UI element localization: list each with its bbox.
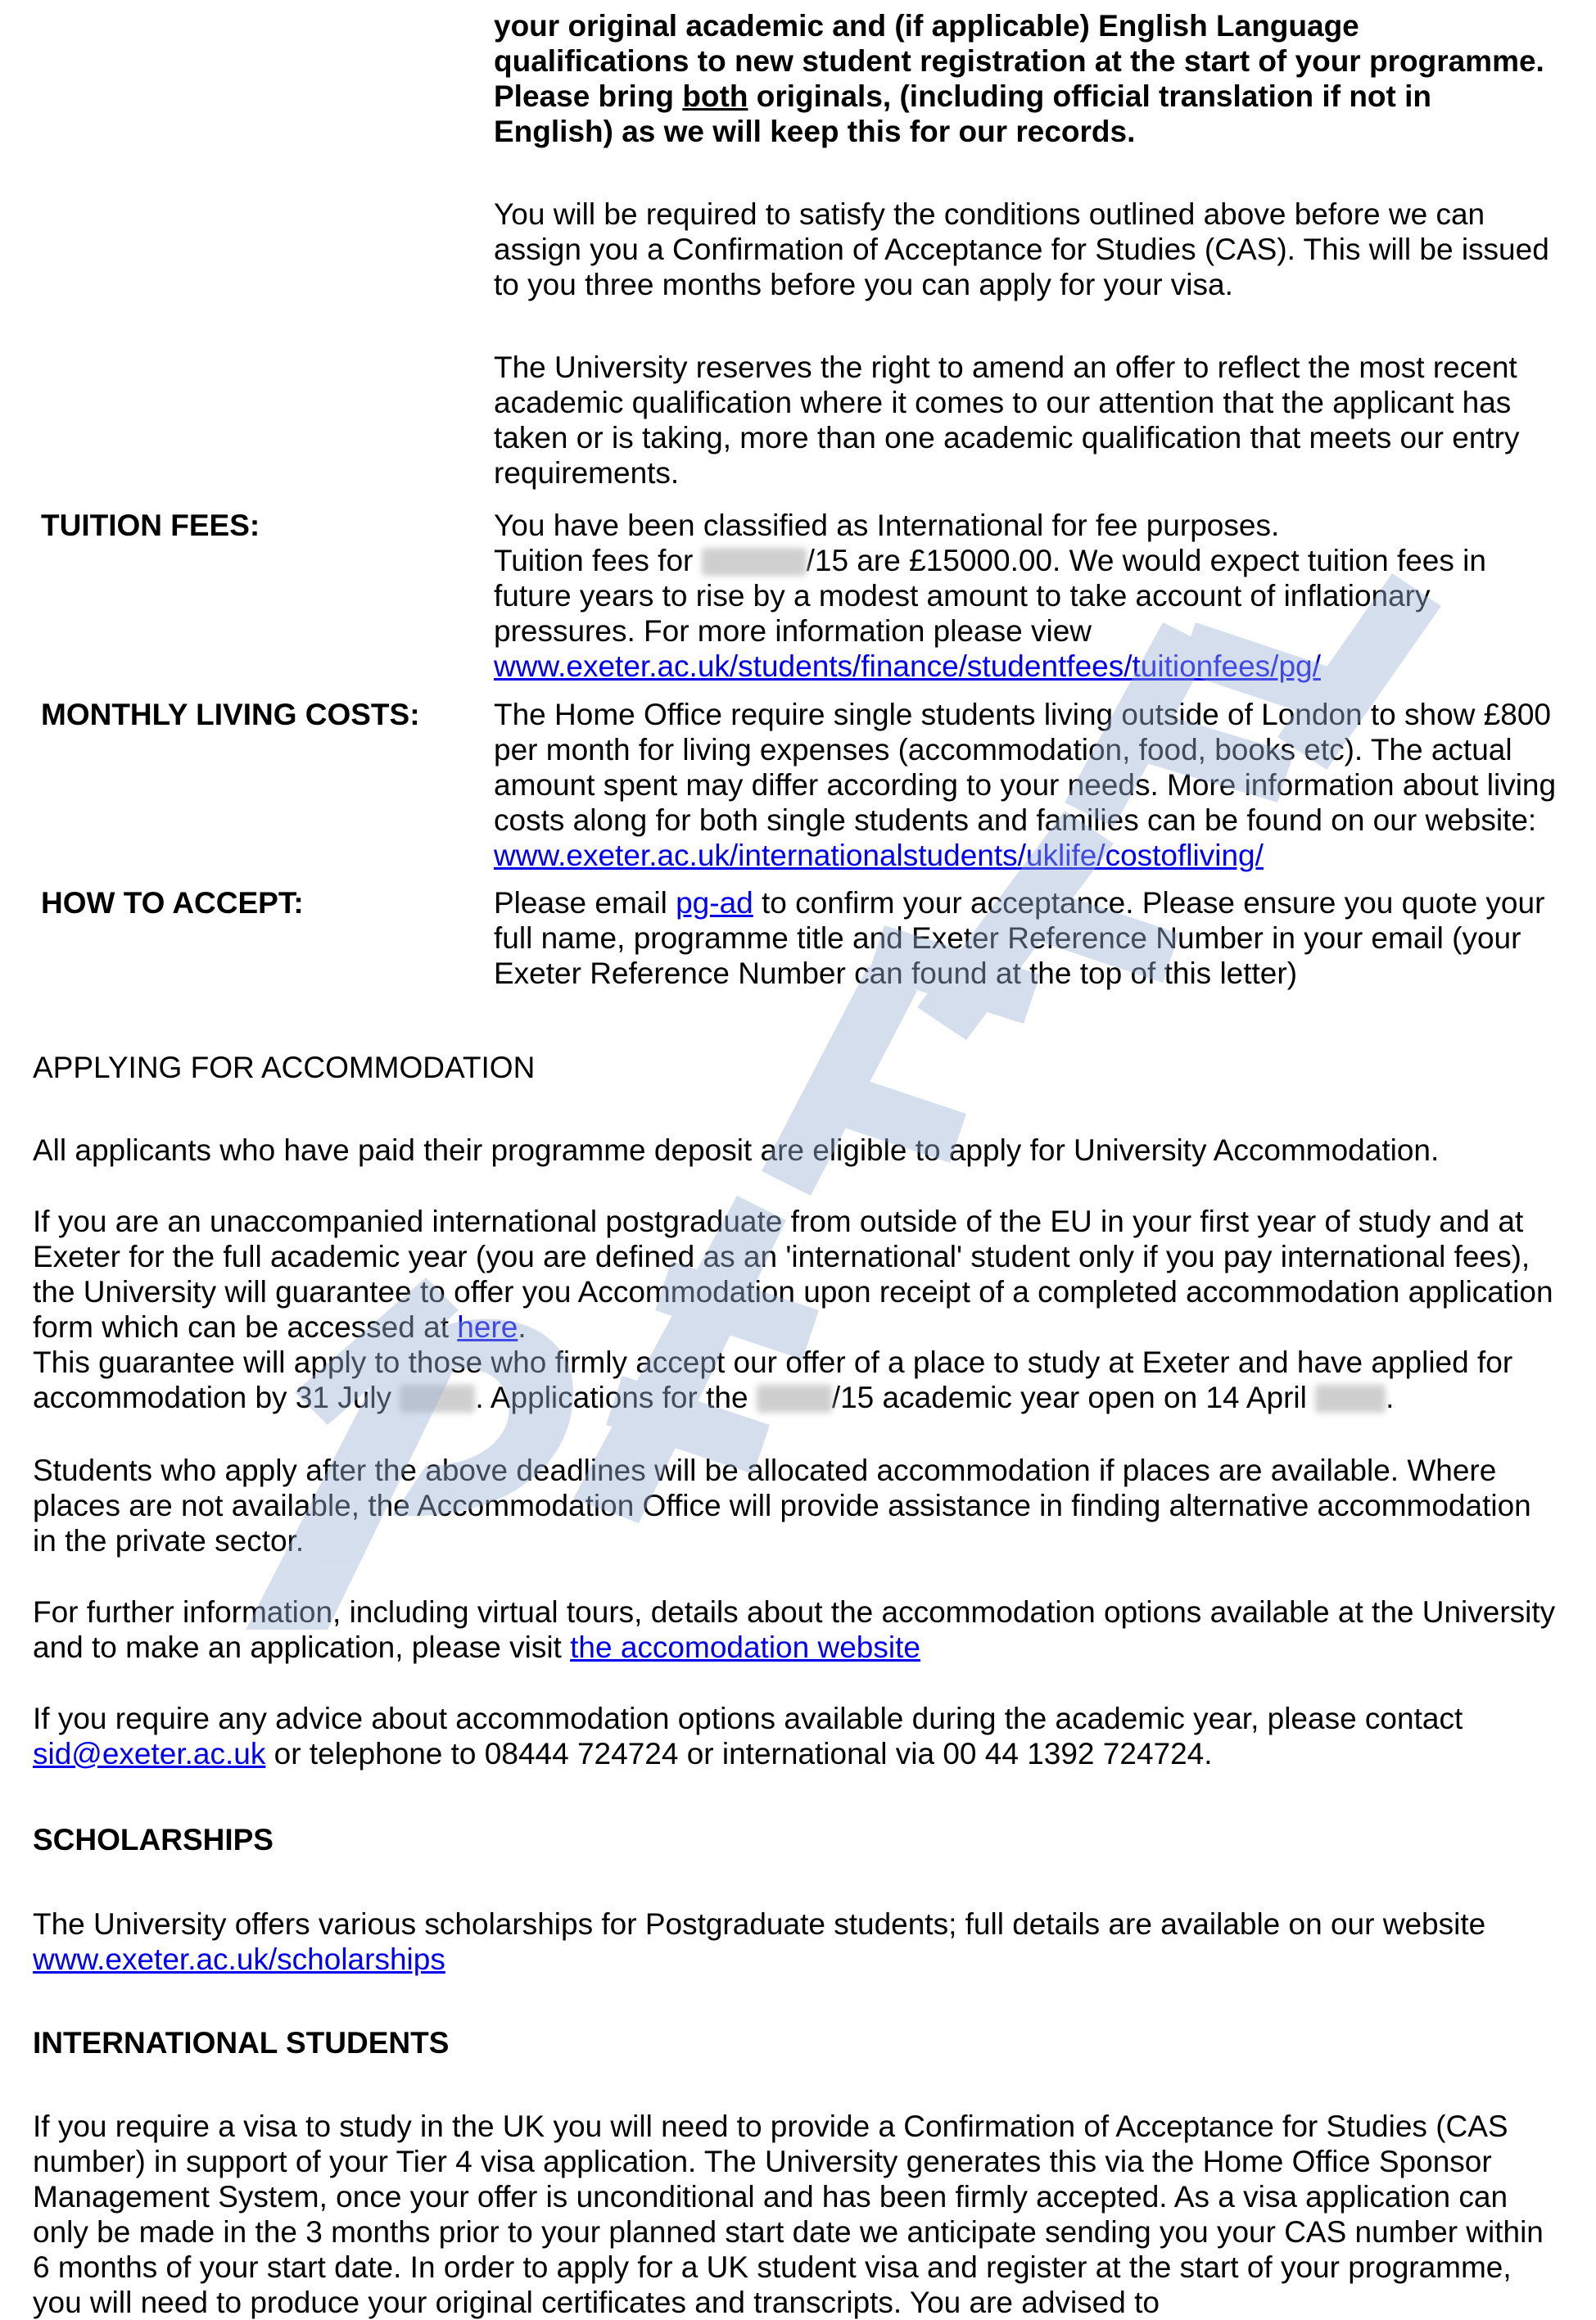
tuition-fees-link[interactable]: www.exeter.ac.uk/students/finance/studentfees/tuitionfees/pg/ (494, 649, 1321, 683)
conditions-text-2: originals, (including official translation if not in English) as we will keep this for our records. (494, 79, 1431, 148)
international-students-heading: INTERNATIONAL STUDENTS (33, 2026, 450, 2060)
guarantee-text: If you are an unaccompanied international postgraduate from outside of the EU in your first year of study and at Exeter for the full academic year (you are defined as an 'international' student only if you pay international fees), the University will guarantee to offer you Accommodation upon receipt of a completed accommodation application form which can be accessed at (33, 1205, 1553, 1344)
tuition-line-2-pre: Tuition fees for (494, 544, 702, 577)
late-applications-paragraph: Students who apply after the above deadlines will be allocated accommodation if places are available. Where places are not available, the Accommodation Office will provide assistance in finding alternative accommodation in the private sector. (33, 1454, 1531, 1558)
how-to-accept-value (494, 885, 1558, 991)
scholarships-paragraph (33, 1906, 1556, 1977)
cas-paragraph: You will be required to satisfy the conditions outlined above before we can assign you a Confirmation of Acceptance for Studies (CAS). This will be issued to you three months before you can apply for your visa. (494, 197, 1549, 301)
accommodation-guarantee-paragraph (33, 1204, 1556, 1415)
tuition-fees-value (494, 508, 1558, 684)
scholarships-link[interactable]: www.exeter.ac.uk/scholarships (33, 1942, 445, 1976)
sid-email-link[interactable]: sid@exeter.ac.uk (33, 1737, 266, 1771)
tuition-fees-label: TUITION FEES: (41, 509, 260, 542)
redacted-year (400, 1385, 475, 1413)
living-costs-value (494, 697, 1558, 873)
accommodation-website-link[interactable]: the accomodation website (570, 1630, 920, 1664)
scholarships-text: The University offers various scholarships for Postgraduate students; full details are available on our website (33, 1907, 1486, 1941)
further-info-text: For further information, including virtual tours, details about the accommodation options available at the University and to make an application, please visit (33, 1595, 1556, 1664)
deadline-text-b: . Applications for the (475, 1381, 757, 1414)
accommodation-form-link[interactable]: here (457, 1310, 518, 1344)
living-costs-label: MONTHLY LIVING COSTS: (41, 698, 420, 731)
deadline-text-a: This guarantee will apply to those who firmly accept our offer of a place to study at Exeter and have applied for accommodation by 31 July (33, 1345, 1513, 1414)
advice-text-pre: If you require any advice about accommodation options available during the academic year, please contact (33, 1702, 1463, 1735)
further-information-paragraph (33, 1594, 1556, 1665)
accommodation-eligibility-paragraph: All applicants who have paid their programme deposit are eligible to apply for University Accommodation. (33, 1133, 1440, 1167)
pg-ad-email-link[interactable]: pg-ad (676, 886, 753, 920)
deadline-text-c: /15 academic year open on 14 April (831, 1381, 1316, 1414)
conditions-block (494, 8, 1558, 491)
tuition-line-2-post: /15 are £15000.00. We would expect tuition fees in future years to rise by a modest amount to take account of inflationary pressures. For more information please view (494, 544, 1486, 648)
accommodation-heading: APPLYING FOR ACCOMMODATION (33, 1051, 536, 1084)
conditions-bold-paragraph (494, 8, 1558, 149)
advice-text-post: or telephone to 08444 724724 or international via 00 44 1392 724724. (265, 1737, 1213, 1771)
cost-of-living-link[interactable]: www.exeter.ac.uk/internationalstudents/uklife/costofliving/ (494, 839, 1264, 872)
redacted-year (702, 548, 807, 576)
conditions-text-1: your original academic and (if applicable) English Language qualifications to new student registration at the start of your programme. Please bring (494, 9, 1544, 113)
redacted-year (1315, 1385, 1386, 1413)
tuition-line-1: You have been classified as International for fee purposes. (494, 509, 1280, 542)
accept-text-pre: Please email (494, 886, 676, 920)
scholarships-heading: SCHOLARSHIPS (33, 1823, 274, 1856)
living-costs-text: The Home Office require single students living outside of London to show £800 per month for living expenses (accommodation, food, books etc). The actual amount spent may differ according to your needs. More information about living costs along for both single students and families can be found on our website: (494, 698, 1557, 837)
deadline-text-d: . (1386, 1381, 1395, 1414)
how-to-accept-label: HOW TO ACCEPT: (41, 886, 304, 920)
accept-text-post: to confirm your acceptance. Please ensure you quote your full name, programme title and Exeter Reference Number in your email (your Exeter Reference Number can found at the top of this letter) (494, 886, 1545, 990)
amend-offer-paragraph: The University reserves the right to amend an offer to reflect the most recent academic qualification where it comes to our attention that the applicant has taken or is taking, more than one academic qualification that meets our entry requirements. (494, 350, 1520, 490)
conditions-both-emphasis: both (682, 79, 748, 113)
advice-paragraph (33, 1701, 1556, 1771)
international-students-paragraph: If you require a visa to study in the UK you will need to provide a Confirmation of Acceptance for Studies (CAS number) in support of your Tier 4 visa application. The University generates this via the Home Office Sponsor Management System, once your offer is unconditional and has been firmly accepted. As a visa application can only be made in the 3 months prior to your planned start date we anticipate sending you your CAS number within 6 months of your start date. In order to apply for a UK student visa and register at the start of your programme, you will need to produce your original certificates and transcripts. You are advised to (33, 2110, 1544, 2319)
redacted-year (757, 1385, 832, 1413)
guarantee-text-end: . (518, 1310, 527, 1344)
